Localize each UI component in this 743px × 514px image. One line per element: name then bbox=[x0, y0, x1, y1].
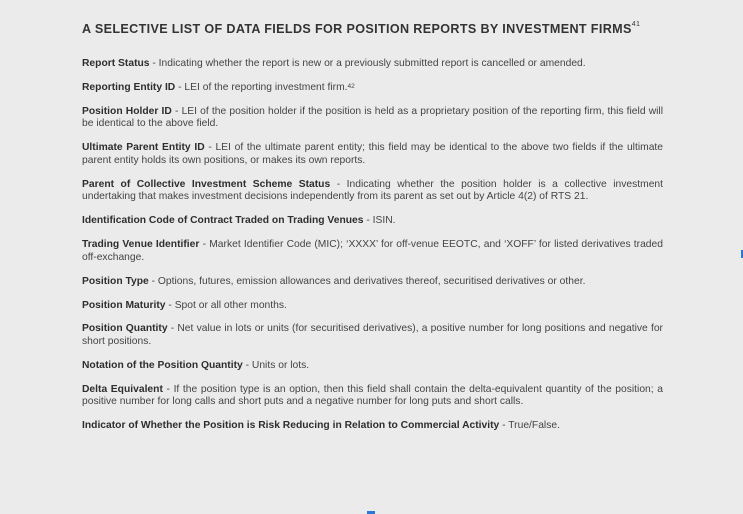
field-separator: - bbox=[204, 142, 216, 154]
field-name: Position Type bbox=[82, 275, 149, 287]
field-position-maturity bbox=[82, 300, 663, 313]
field-description: LEI of the reporting investment firm. bbox=[184, 81, 348, 93]
field-name: Position Quantity bbox=[82, 323, 168, 335]
field-name: Indicator of Whether the Position is Risk Reducing in Relation to Commercial Activity bbox=[82, 420, 500, 432]
field-separator: - bbox=[363, 215, 373, 227]
field-separator: - bbox=[242, 359, 252, 371]
field-separator: - bbox=[199, 239, 210, 251]
field-name: Parent of Collective Investment Scheme Status bbox=[82, 178, 331, 190]
field-name: Identification Code of Contract Traded on Trading Venues bbox=[82, 215, 364, 227]
field-name: Reporting Entity ID bbox=[82, 81, 176, 93]
field-delta-equivalent bbox=[82, 384, 663, 409]
field-name: Position Holder ID bbox=[82, 105, 172, 117]
field-description: LEI of the ultimate parent entity; this field may be identical to the above two fields if the ultimate parent entity holds its own positions, or makes its own reports. bbox=[82, 142, 664, 166]
field-separator: - bbox=[175, 81, 185, 93]
field-separator: - bbox=[330, 178, 347, 190]
field-parent-cis-status bbox=[82, 179, 663, 204]
field-report-status bbox=[82, 58, 663, 71]
field-separator: - bbox=[162, 383, 174, 395]
title-footnote: 41 bbox=[631, 21, 641, 28]
field-description: Units or lots. bbox=[251, 359, 310, 371]
field-description: ISIN. bbox=[372, 215, 396, 227]
field-position-holder-id bbox=[82, 106, 663, 131]
field-notation-position-quantity bbox=[82, 360, 663, 373]
field-name: Ultimate Parent Entity ID bbox=[82, 142, 205, 154]
field-name: Position Maturity bbox=[82, 299, 166, 311]
field-reporting-entity-id bbox=[82, 82, 663, 95]
field-separator: - bbox=[167, 323, 178, 335]
field-name: Report Status bbox=[82, 58, 150, 69]
field-separator: - bbox=[499, 420, 509, 432]
field-description: Indicating whether the report is new or a previously submitted report is cancelled or amended. bbox=[158, 58, 586, 69]
field-description: LEI of the position holder if the position is held as a proprietary position of the reporting firm, this field will be identical to the above field. bbox=[82, 105, 663, 130]
field-name: Delta Equivalent bbox=[82, 383, 163, 395]
field-description: True/False. bbox=[508, 420, 560, 432]
document-title bbox=[82, 22, 663, 36]
field-trading-venue-identifier bbox=[82, 239, 663, 264]
field-separator: - bbox=[165, 299, 175, 311]
field-description: Indicating whether the position holder is a collective investment undertaking that makes investment decisions independently from its parent as set out by Article 4(2) of RTS 21. bbox=[82, 178, 664, 203]
field-separator: - bbox=[171, 105, 182, 117]
field-ultimate-parent-entity-id bbox=[82, 142, 663, 167]
field-description: If the position type is an option, then this field shall contain the delta-equivalent quantity of the position; a positive number for long calls and short puts and a negative number for long puts and short calls. bbox=[82, 383, 664, 408]
field-description: Spot or all other months. bbox=[174, 299, 287, 311]
field-description: Net value in lots or units (for securitised derivatives), a positive number for long positions and negative for short positions. bbox=[82, 323, 663, 347]
field-risk-reducing-indicator bbox=[82, 420, 663, 433]
field-separator: - bbox=[149, 58, 159, 69]
title-text: A SELECTIVE LIST OF DATA FIELDS FOR POSITION REPORTS BY INVESTMENT FIRMS bbox=[82, 22, 632, 36]
field-name: Notation of the Position Quantity bbox=[82, 359, 243, 371]
field-separator: - bbox=[148, 275, 158, 287]
field-identification-code bbox=[82, 215, 663, 228]
field-name: Trading Venue Identifier bbox=[82, 239, 200, 251]
field-description: Options, futures, emission allowances and derivatives thereof, securitised derivatives or other. bbox=[157, 275, 586, 287]
field-position-quantity bbox=[82, 323, 663, 348]
field-description: Market Identifier Code (MIC); ‘XXXX’ for off-venue EEOTC, and ‘XOFF’ for listed derivatives traded off-exchange. bbox=[82, 239, 663, 263]
field-footnote: 42 bbox=[347, 82, 355, 90]
field-position-type bbox=[82, 276, 663, 289]
